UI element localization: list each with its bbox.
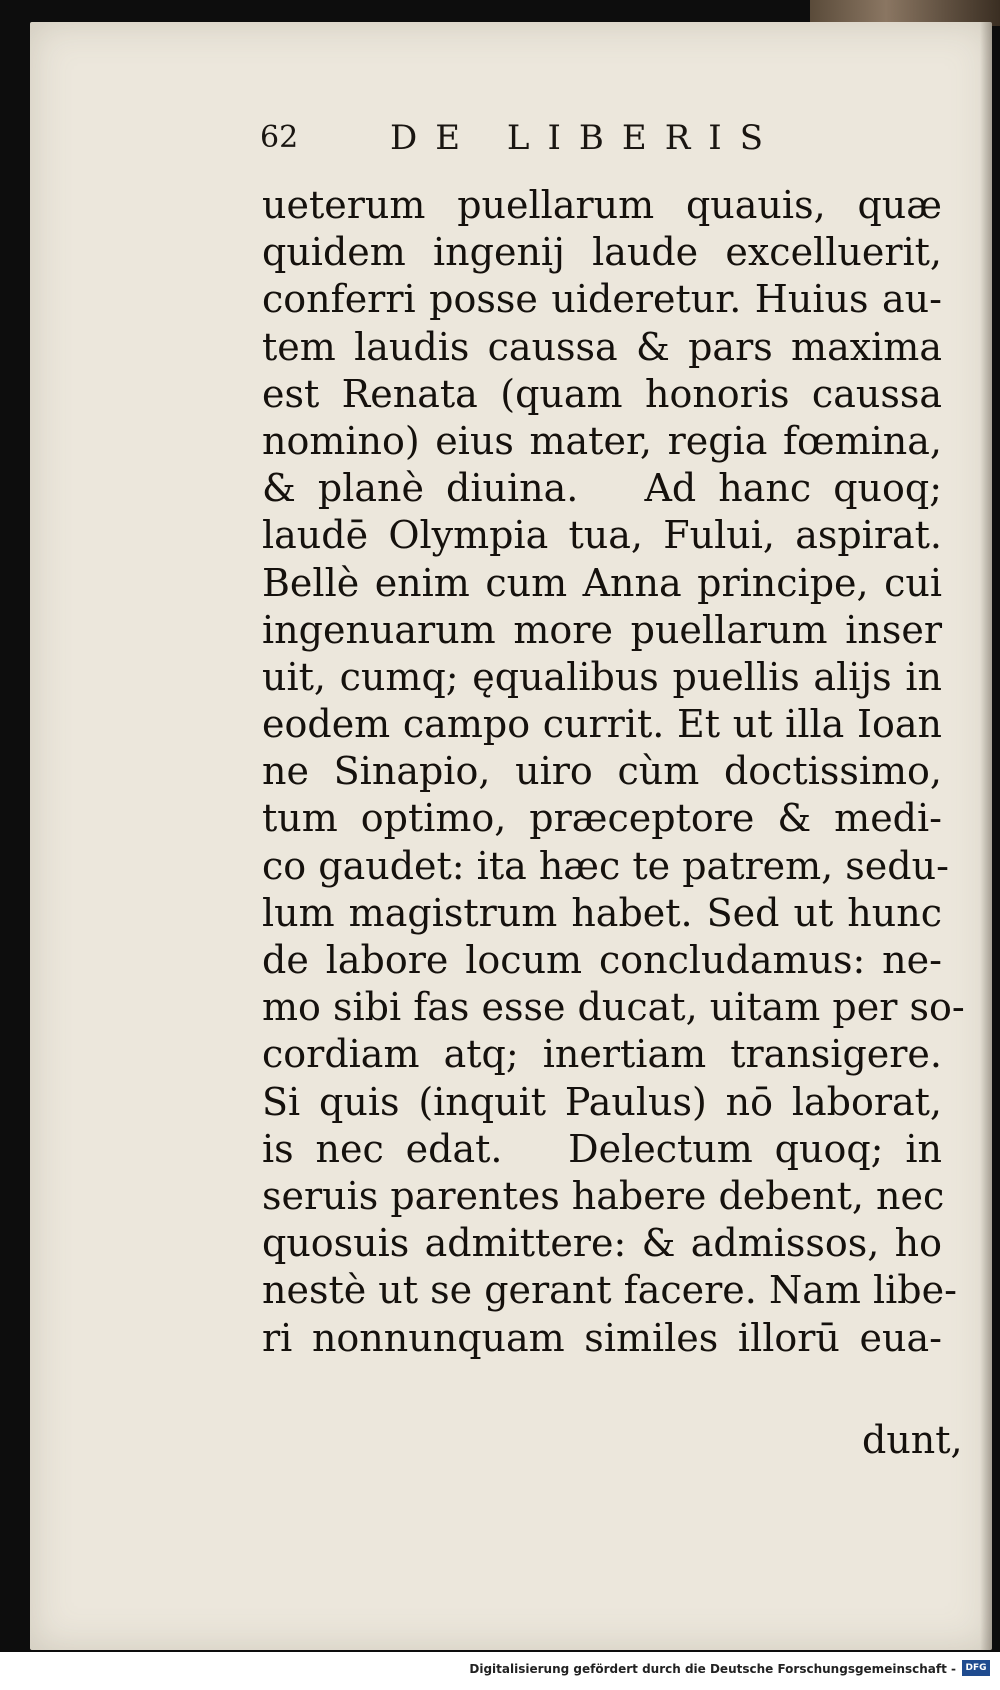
text-line: Bellè enim cum Anna principe, cui	[262, 560, 942, 605]
footer-bar	[0, 1652, 1000, 1690]
running-title: DE LIBERIS	[390, 118, 782, 158]
text-line: quidem ingenij laude excelluerit,	[262, 230, 942, 275]
text-line: tem laudis caussa & pars maxima	[262, 324, 942, 369]
text-line: eodem campo currit. Et ut illa Ioan	[262, 702, 942, 747]
text-line: est Renata (quam honoris caussa	[262, 371, 942, 416]
text-line: co gaudet: ita hæc te patrem, sedu-	[262, 843, 949, 888]
text-line: is nec edat. Delectum quoq; in	[262, 1126, 942, 1171]
page-number: 62	[260, 120, 299, 155]
page-edge-shadow	[980, 22, 992, 1650]
text-line: seruis parentes habere debent, nec	[262, 1173, 945, 1218]
text-line: & planè diuina. Ad hanc quoq;	[262, 466, 942, 511]
text-line: uit, cumq; ęqualibus puellis alijs in	[262, 654, 942, 699]
text-line: conferri posse uideretur. Huius au-	[262, 277, 942, 322]
text-line: ingenuarum more puellarum inser	[262, 607, 942, 652]
text-line: tum optimo, præceptore & medi-	[262, 796, 942, 841]
body-text	[262, 182, 965, 1362]
text-line: Si quis (inquit Paulus) nō laborat,	[262, 1079, 942, 1124]
text-line: de labore locum concludamus: ne-	[262, 938, 942, 982]
text-line: laudē Olympia tua, Fului, aspirat.	[262, 513, 942, 558]
text-line: nestè ut se gerant facere. Nam libe-	[262, 1268, 957, 1313]
text-line: cordiam atq; inertiam transigere.	[262, 1032, 942, 1077]
text-line: lum magistrum habet. Sed ut hunc	[262, 890, 942, 935]
text-line: mo sibi fas esse ducat, uitam per so-	[262, 985, 965, 1030]
text-line: quosuis admittere: & admissos, ho	[262, 1221, 942, 1266]
text-line: nomino) eius mater, regia fœmina,	[262, 418, 942, 463]
funding-notice: Digitalisierung gefördert durch die Deutsche Forschungsgemeinschaft -	[469, 1662, 956, 1676]
text-line: ne Sinapio, uiro cùm doctissimo,	[262, 749, 942, 794]
page-header	[260, 110, 820, 166]
text-line: ueterum puellarum quauis, quæ	[262, 183, 942, 227]
dfg-logo: DFG	[962, 1660, 990, 1676]
text-line: ri nonnunquam similes illorū eua-	[262, 1315, 942, 1360]
catchword: dunt,	[862, 1418, 963, 1462]
